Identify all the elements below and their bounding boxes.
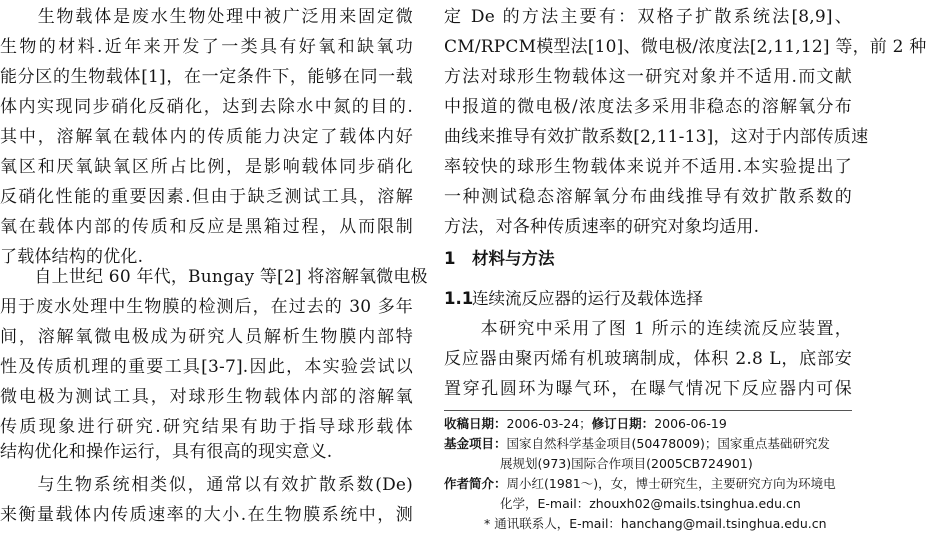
subsection-heading: [444, 284, 852, 314]
received-value: 2006-03-24；: [506, 416, 592, 431]
text-line: 率较快的球形生物载体来说并不适用.本实验提出了: [444, 157, 852, 177]
text-line: 生物载体是废水生物处理中被广泛用来固定微: [0, 7, 413, 27]
text-line: 一种测试稳态溶解氧分布曲线推导有效扩散系数的: [444, 187, 852, 207]
text-line: 置穿孔圆环为曝气环，在曝气情况下反应器内可保: [444, 379, 852, 399]
text-line: 来衡量载体内传质速率的大小.在生物膜系统中，测: [0, 505, 413, 525]
text-line: 其中，溶解氧在载体内的传质能力决定了载体内好: [0, 127, 413, 147]
text-line: 与生物系统相类似，通常以有效扩散系数(De): [0, 475, 413, 495]
text-line: 生物的材料.近年来开发了一类具有好氧和缺氧功: [0, 37, 413, 57]
author-label: 作者简介：: [444, 476, 507, 491]
text-line: CM/RPCM模型法[10]、微电极/浓度法[2,11,12] 等，前 2 种: [444, 37, 926, 57]
text-line: 性及传质机理的重要工具[3-7].因此，本实验尝试以: [0, 357, 413, 377]
text-line: 本研究中采用了图 1 所示的连续流反应装置，: [444, 319, 852, 339]
text-line: 结构优化和操作运行，具有很高的现实意义.: [0, 442, 333, 462]
revised-label: 修订日期：: [591, 416, 655, 431]
revised-value: 2006-06-19: [654, 416, 727, 431]
section-number: 1: [444, 249, 456, 268]
corresponding-author: * 通讯联系人，E-mail：hanchang@mail.tsinghua.edu.cn: [484, 516, 827, 531]
author-text: 周小红(1981～)，女，博士研究生，主要研究方向为环境电: [506, 476, 836, 491]
text-line: 微电极为测试工具，对球形生物载体内部的溶解氧: [0, 387, 413, 407]
text-line: 中报道的微电极/浓度法多采用非稳态的溶解氧分布: [444, 97, 852, 117]
text-line: 间，溶解氧微电极成为研究人员解析生物膜内部特: [0, 327, 413, 347]
text-line: 方法，对各种传质速率的研究对象均适用.: [444, 217, 760, 237]
text-line: 体内实现同步硝化反硝化，达到去除水中氮的目的.: [0, 97, 413, 117]
text-line: 反应器由聚丙烯有机玻璃制成，体积 2.8 L，底部安: [444, 349, 852, 369]
fund-line: [444, 434, 852, 454]
fund-label: 基金项目：: [444, 436, 507, 451]
text-line: 氧区和厌氧缺氧区所占比例，是影响载体同步硝化: [0, 157, 413, 177]
subsection-number: 1.1: [444, 289, 474, 308]
text-line: 方法对球形生物载体这一研究对象并不适用.而文献: [444, 67, 852, 87]
footnote-divider: [444, 410, 852, 411]
text-line: 用于废水处理中生物膜的检测后，在过去的 30 多年: [0, 297, 413, 317]
author-line-cont: 化学，E-mail：zhouxh02@mails.tsinghua.edu.cn: [500, 496, 801, 511]
received-label: 收稿日期：: [444, 416, 507, 431]
section-heading: [444, 244, 852, 274]
fund-text: 国家自然科学基金项目(50478009)；国家重点基础研究发: [506, 436, 830, 451]
text-line: 能分区的生物载体[1]，在一定条件下，能够在同一载: [0, 67, 413, 87]
text-line: 自上世纪 60 年代，Bungay 等[2] 将溶解氧微电极: [0, 267, 428, 287]
text-line: 了载体结构的优化.: [0, 247, 144, 267]
text-line: 氧在载体内部的传质和反应是黑箱过程，从而限制: [0, 217, 413, 237]
section-title: 材料与方法: [472, 249, 555, 268]
text-line: 传质现象进行研究.研究结果有助于指导球形载体: [0, 417, 413, 437]
text-line: 定 De 的方法主要有：双格子扩散系统法[8,9]、: [444, 7, 852, 27]
subsection-title: 连续流反应器的运行及载体选择: [472, 289, 703, 308]
text-line: 反硝化性能的重要因素.但由于缺乏测试工具，溶解: [0, 187, 413, 207]
text-line: 曲线来推导有效扩散系数[2,11-13]，这对于内部传质速: [444, 127, 869, 147]
author-line: [444, 474, 852, 494]
fund-line-cont: 展规划(973)国际合作项目(2005CB724901): [500, 456, 753, 471]
received-date: [444, 414, 852, 434]
